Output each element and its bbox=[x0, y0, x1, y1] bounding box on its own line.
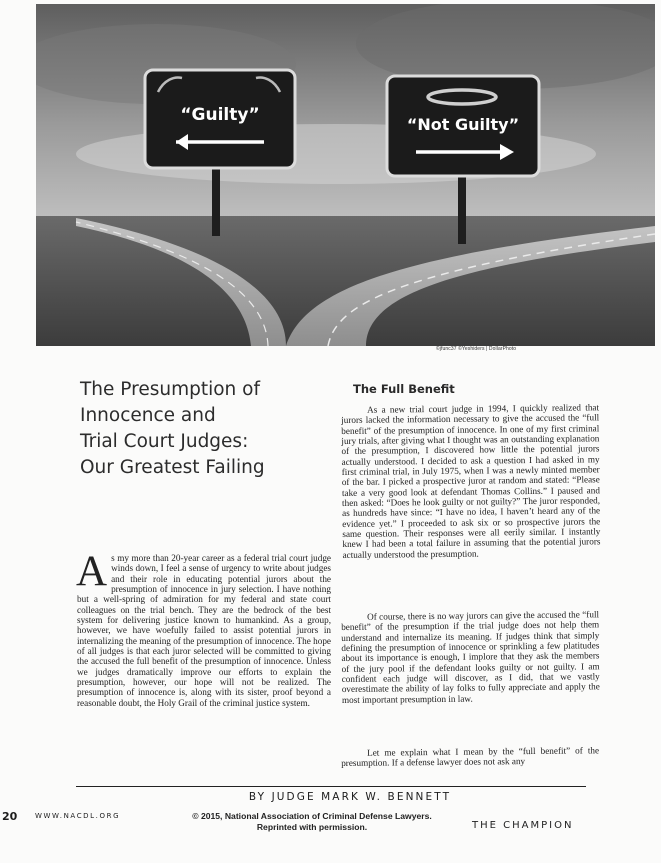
guilty-sign-text: “Guilty” bbox=[180, 105, 260, 125]
crossroads-photo bbox=[36, 4, 655, 346]
section-subhead: The Full Benefit bbox=[353, 382, 455, 396]
drop-cap: A bbox=[76, 548, 108, 595]
right-sign-post bbox=[458, 166, 466, 244]
publication-name: THE CHAMPION bbox=[472, 820, 574, 831]
intro-paragraph bbox=[76, 548, 331, 708]
copyright-line: © 2015, National Association of Criminal Defense Lawyers. bbox=[192, 811, 432, 821]
body-paragraph-2: Of course, there is no way jurors can give the accused the “full benefit” of the presumption if the trial judge does not help them understand and internalize its meaning. If judges think that simply defining the presumption of innocence or sprinkling a few platitudes about its importance is enough, I implore that they ask the members of the jury pool if the defendant looks guilty or not guilty. I am confident each judge will discover, as I did, that we vastly overestimate the ability of lay folks to fully appreciate and apply the most important presumption in law. bbox=[341, 609, 600, 705]
not-guilty-sign bbox=[387, 76, 539, 176]
copyright-notice bbox=[168, 811, 456, 833]
title-line: Innocence and bbox=[80, 405, 216, 426]
not-guilty-sign-text: “Not Guilty” bbox=[406, 115, 520, 134]
title-line: Our Greatest Failing bbox=[80, 457, 265, 478]
page-number: 20 bbox=[2, 810, 18, 823]
body-paragraph-1: As a new trial court judge in 1994, I quickly realized that jurors lacked the information necessary to give the accused the “full benefit” of the presumption of innocence. In one of my first criminal jury trials, after giving what I thought was an outstanding explanation of the presumption, I discovered how little the potential jurors actually understood. I decided to ask a question I had asked in my first criminal trial, in July 1975, when I was a newly minted member of the bar. I picked a prospective juror at random and stated: “Please take a very good look at defendant Thomas Collins.” I paused and then asked: “Does he look guilty or not guilty?” The juror responded, as hundreds have since: “I have no idea, I haven’t heard any of the evidence yet.” I proceeded to ask six or so prospective jurors the same question. Their responses were all eerily similar. I instantly knew I had been a total failure in assuming that the potential jurors actually understood the presumption. bbox=[341, 402, 601, 560]
intro-text: s my more than 20-year career as a federal trial court judge winds down, I feel a sense of urgency to write about judges and their role in educating potential jurors about the presumption of innocence in jury selection. I have nothing but a well-spring of admiration for my federal and state court colleagues on the trial bench. They are the bedrock of the best system for delivering justice known to humankind. As a group, however, we have woefully failed to assist potential jurors in internalizing the meaning of the presumption of innocence. The hope of all judges is that each juror selected will be committed to giving the accused the full benefit of the presumption of innocence. Unless we judges dramatically improve our efforts to explain the presumption, however, our hope will not be realized. The presumption of innocence is, along with its sister, proof beyond a reasonable doubt, the Holy Grail of the criminal justice system. bbox=[77, 553, 331, 708]
guilty-sign bbox=[145, 70, 295, 168]
copyright-line: Reprinted with permission. bbox=[256, 822, 368, 832]
article-title bbox=[80, 377, 330, 481]
title-line: Trial Court Judges: bbox=[80, 431, 249, 452]
left-sign-post bbox=[212, 164, 220, 236]
title-line: The Presumption of bbox=[80, 379, 260, 400]
body-paragraph-3: Let me explain what I mean by the “full benefit” of the presumption. If a defense lawyer does not ask any bbox=[341, 745, 600, 769]
crossroads-illustration bbox=[36, 4, 655, 346]
photo-credit: ©jfunc37 ©Yeshiders | DollarPhoto bbox=[436, 346, 517, 352]
byline-divider bbox=[76, 786, 586, 787]
byline: BY JUDGE MARK W. BENNETT bbox=[248, 791, 452, 803]
website-url: WWW.NACDL.ORG bbox=[35, 812, 121, 820]
